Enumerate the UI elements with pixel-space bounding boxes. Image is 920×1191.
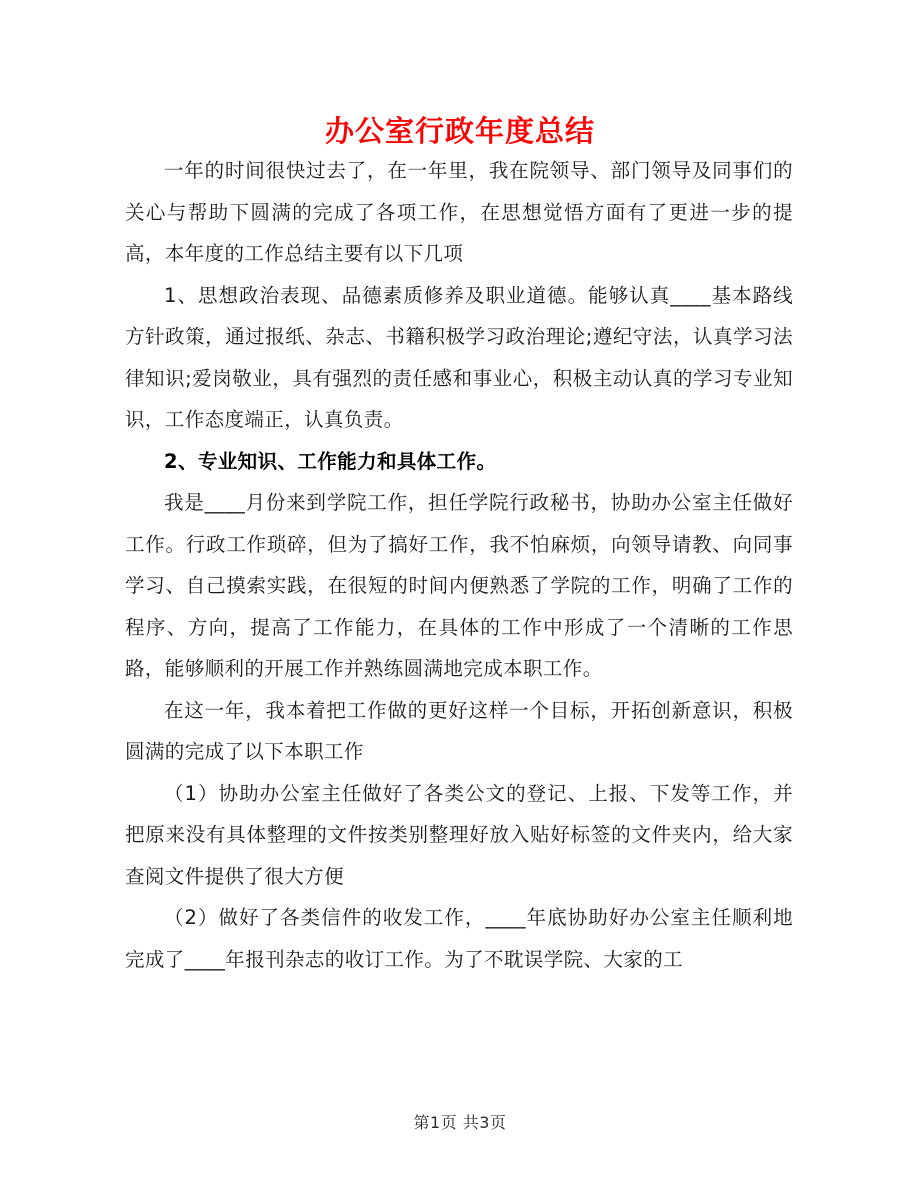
document-body	[125, 150, 793, 980]
paragraph-section-2-body: 我是____月份来到学院工作，担任学院行政秘书，协助办公室主任做好工作。行政工作琐碎，但为了搞好工作，我不怕麻烦，向领导请教、向同事学习、自己摸索实践，在很短的时间内便熟悉了学院的工作，明确了工作的程序、方向，提高了工作能力，在具体的工作中形成了一个清晰的工作思路，能够顺利的开展工作并熟练圆满地完成本职工作。	[125, 491, 793, 680]
paragraph-year-goal: 在这一年，我本着把工作做的更好这样一个目标，开拓创新意识，积极圆满的完成了以下本职工作	[125, 698, 793, 763]
paragraph-item-1: （1）协助办公室主任做好了各类公文的登记、上报、下发等工作，并把原来没有具体整理的文件按类别整理好放入贴好标签的文件夹内，给大家查阅文件提供了很大方便	[125, 781, 793, 888]
page-title: 办公室行政年度总结	[324, 114, 595, 149]
page-number-footer: 第1页 共3页	[413, 1113, 507, 1132]
paragraph-intro: 一年的时间很快过去了，在一年里，我在院领导、部门领导及同事们的关心与帮助下圆满的完成了各项工作，在思想觉悟方面有了更进一步的提高，本年度的工作总结主要有以下几项	[125, 159, 793, 265]
paragraph-item-2: （2）做好了各类信件的收发工作，____年底协助好办公室主任顺利地完成了____年报刊杂志的收订工作。为了不耽误学院、大家的工	[125, 906, 793, 971]
paragraph-section-1: 1、思想政治表现、品德素质修养及职业道德。能够认真____基本路线方针政策，通过报纸、杂志、书籍积极学习政治理论;遵纪守法，认真学习法律知识;爱岗敬业，具有强烈的责任感和事业心，积极主动认真的学习专业知识，工作态度端正，认真负责。	[125, 283, 793, 431]
paragraph-section-2-heading: 2、专业知识、工作能力和具体工作。	[164, 449, 497, 473]
